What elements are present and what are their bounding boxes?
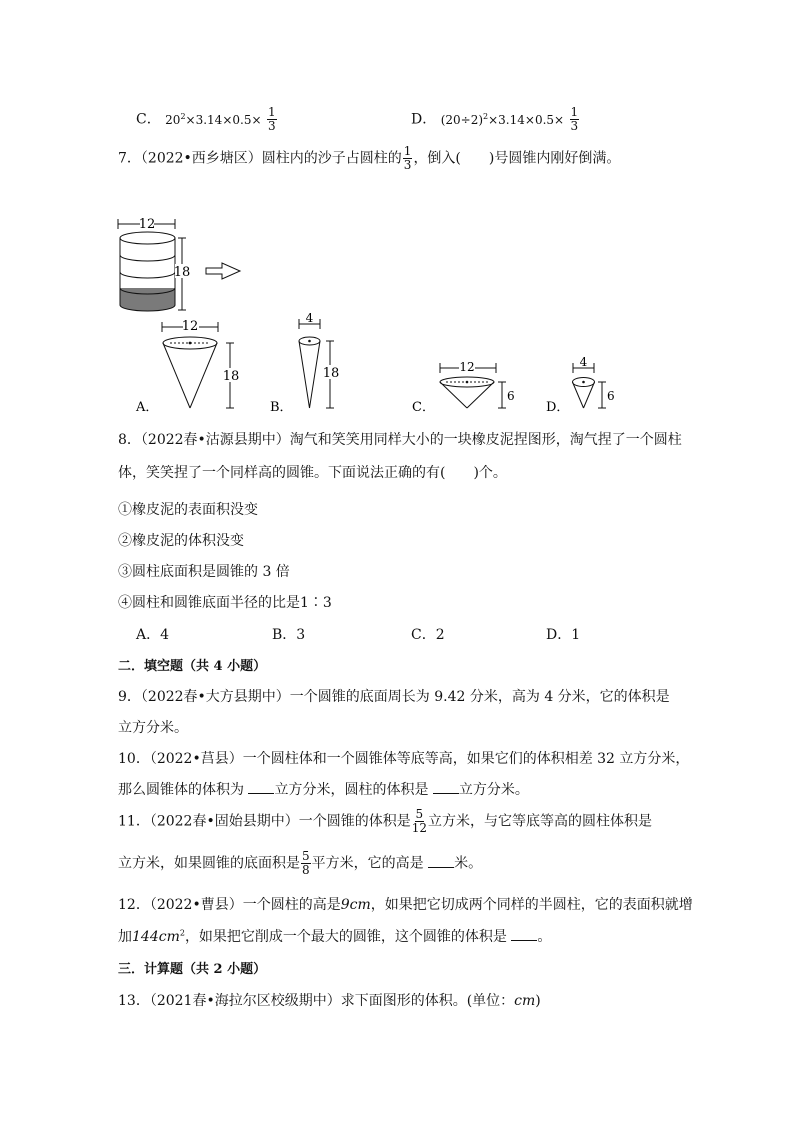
q7-text-a: 7．（2022•西乡塘区）圆柱内的沙子占圆柱的 <box>118 150 402 167</box>
arrow-icon <box>206 263 240 279</box>
cone-a-height-label: 18 <box>222 369 240 384</box>
exponent: 2 <box>483 111 489 121</box>
q8-statement-1: ①橡皮泥的表面积没变 <box>118 502 258 518</box>
q9-line1: 9．（2022春•大方县期中）一个圆锥的底面周长为 9.42 分米，高为 4 分米，它的体积是 <box>118 689 670 705</box>
q12-text: ，如果把它削成一个最大的圆锥，这个圆锥的体积是 <box>184 929 512 945</box>
q10-text: 立方分米。 <box>458 782 529 798</box>
q10-line1: 10．（2022•莒县）一个圆柱体和一个圆锥体等底等高，如果它们的体积相差 32 立方分米， <box>118 751 690 767</box>
q8-statement-3: ③圆柱底面积是圆锥的 3 倍 <box>118 564 290 580</box>
fraction: $\frac{5}{8}$ <box>302 849 310 877</box>
cone-a <box>135 318 239 415</box>
expr-rest: ×3.14×0.5× <box>488 112 565 127</box>
section-fill-in-heading: 二．填空题（共 4 小题） <box>118 659 267 674</box>
q11-text: 立方米，与它等底等高的圆柱体积是 <box>427 813 652 830</box>
q10-text: 那么圆锥体的体积为 <box>118 782 249 798</box>
cone-c <box>412 360 515 415</box>
cylinder-height-label: 18 <box>173 265 191 280</box>
q12-text: 12．（2022•曹县）一个圆柱的高是 <box>118 897 341 913</box>
cone-d-diameter-label: 4 <box>579 355 588 369</box>
q8-statement-4: ④圆柱和圆锥底面半径的比是1∶3 <box>118 595 332 611</box>
q12-text: 。 <box>537 929 552 945</box>
q13-unit: cm <box>514 993 536 1009</box>
q10-line2 <box>118 779 529 799</box>
cone-c-diameter-label: 12 <box>459 360 475 374</box>
answer-blank[interactable] <box>428 855 454 868</box>
cone-c-label: C． <box>412 400 435 415</box>
exponent: 2 <box>179 928 185 938</box>
cone-b <box>270 311 339 415</box>
q12-value: 144cm <box>132 929 180 945</box>
q7-stem <box>118 145 620 172</box>
q13-stem <box>118 990 541 1010</box>
answer-blank[interactable] <box>248 781 274 794</box>
q10-text: 立方分米，圆柱的体积是 <box>274 782 433 798</box>
q11-text: 平方米，它的高是 <box>311 855 429 872</box>
q8-line1: 8．（2022春•沽源县期中）淘气和笑笑用同样大小的一块橡皮泥捏图形，淘气捏了一个圆柱 <box>118 432 682 448</box>
q11-text: 立方米，如果圆锥的底面积是 <box>118 855 300 872</box>
q6-option-c <box>136 106 278 133</box>
q9-line2: 立方分米。 <box>118 720 188 736</box>
q7-figure <box>110 210 630 420</box>
cylinder-diameter-label: 12 <box>138 217 156 232</box>
q13-text: ) <box>535 993 541 1009</box>
fraction: $\frac{5}{12}$ <box>411 807 427 835</box>
cone-d-label: D． <box>546 400 570 415</box>
q11-text: 米。 <box>454 855 483 872</box>
answer-blank[interactable] <box>511 928 537 941</box>
cylinder-diagram <box>118 215 240 311</box>
exponent: 2 <box>180 111 186 121</box>
cone-b-label: B． <box>270 400 293 415</box>
expr: 20 <box>165 112 181 127</box>
cone-a-label: A． <box>136 400 159 415</box>
q12-line1 <box>118 894 693 914</box>
fraction: $\frac{1}{3}$ <box>403 144 412 172</box>
cone-a-diameter-label: 12 <box>181 319 199 334</box>
section-calculation-heading: 三．计算题（共 2 小题） <box>118 962 267 977</box>
q8-line2: 体，笑笑捏了一个同样高的圆锥。下面说法正确的有( )个。 <box>118 465 507 481</box>
q8-option-a: A．4 <box>136 627 170 643</box>
q11-text: 11．（2022春•固始县期中）一个圆锥的体积是 <box>118 813 411 830</box>
q7-text-b: ，倒入( )号圆锥内刚好倒满。 <box>413 150 621 167</box>
answer-blank[interactable] <box>433 781 459 794</box>
cone-c-height-label: 6 <box>507 389 515 403</box>
fraction: $\frac{1}{3}$ <box>570 105 579 133</box>
cone-b-height-label: 18 <box>322 366 340 381</box>
q13-text: 13．（2021春•海拉尔区校级期中）求下面图形的体积。(单位： <box>118 993 515 1009</box>
option-label: C． <box>136 111 161 128</box>
q8-option-c: C．2 <box>411 627 445 643</box>
q11-line1 <box>118 808 652 835</box>
q6-option-d <box>411 106 580 133</box>
fraction: $\frac{1}{3}$ <box>267 105 276 133</box>
q8-option-d: D．1 <box>546 627 581 643</box>
expr-rest: ×3.14×0.5× <box>185 112 262 127</box>
q12-text: ，如果把它切成两个同样的半圆柱，它的表面积就增 <box>370 897 693 913</box>
q11-line2 <box>118 850 482 877</box>
cone-d <box>546 355 615 415</box>
q12-text: 加 <box>118 929 132 945</box>
q8-option-b: B．3 <box>272 627 306 643</box>
cone-b-diameter-label: 4 <box>305 311 314 325</box>
q8-statement-2: ②橡皮泥的体积没变 <box>118 533 244 549</box>
q12-value: 9cm <box>340 897 371 913</box>
cone-d-height-label: 6 <box>607 389 615 403</box>
q12-line2 <box>118 926 551 946</box>
expr: (20÷2) <box>440 112 484 127</box>
option-label: D． <box>411 111 437 128</box>
